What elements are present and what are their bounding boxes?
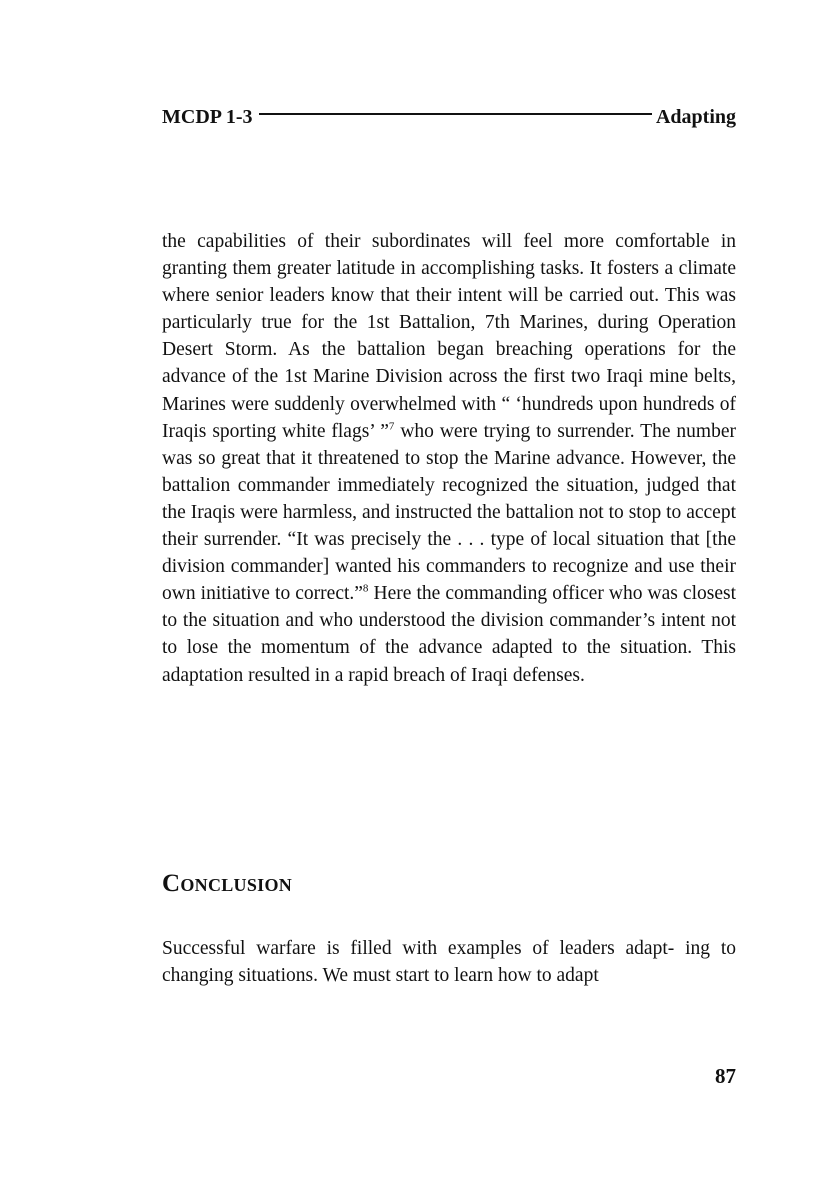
page-number: 87 xyxy=(715,1064,736,1088)
paragraph-part-1: the capabilities of their subordinates will feel more comfortable in granting them greater latitude in accomplishing tasks. It fosters a climate where senior leaders know that their intent will be carried out. This was particularly true for the 1st Battalion, 7th Marines, during Operation Desert Storm. As the battalion began breaching operations for the advance of the 1st Marine Division across the first two Iraqi mine belts, Marines were suddenly overwhelmed with “ ‘hundreds upon hundreds of Iraqis sporting white flags’ ” xyxy=(162,231,736,442)
paragraph-part-2: who were trying to surrender. The number was so great that it threatened to stop the Marine advance. However, the battalion commander immediately recognized the situation, judged that the Iraqis were harmless, and instructed the battalion not to stop to accept their surrender. “It was precisely the . . . type of local situation that [the division commander] wanted his commanders to recognize and use their own initiative to correct.” xyxy=(162,420,736,605)
conclusion-paragraph xyxy=(162,935,736,989)
paragraph xyxy=(162,228,736,689)
body-paragraph xyxy=(162,228,736,689)
header-right-title: Adapting xyxy=(655,105,736,128)
running-header xyxy=(162,104,736,130)
header-rule xyxy=(259,113,652,115)
header-left-title: MCDP 1-3 xyxy=(162,105,253,128)
paragraph-part-3: Here the commanding officer who was closest to the situation and who understood the division commander’s intent not to lose the momentum of the advance adapted to the situation. This adaptation resulted in a rapid breach of Iraqi defenses. xyxy=(162,583,737,686)
footnote-ref-7: 7 xyxy=(388,420,395,433)
footnote-ref-8: 8 xyxy=(362,582,369,595)
conclusion-text: Successful warfare is filled with examples of leaders adapt- ing to changing situations. We must start to learn how to adapt xyxy=(162,938,736,987)
section-heading: Conclusion xyxy=(162,870,293,897)
